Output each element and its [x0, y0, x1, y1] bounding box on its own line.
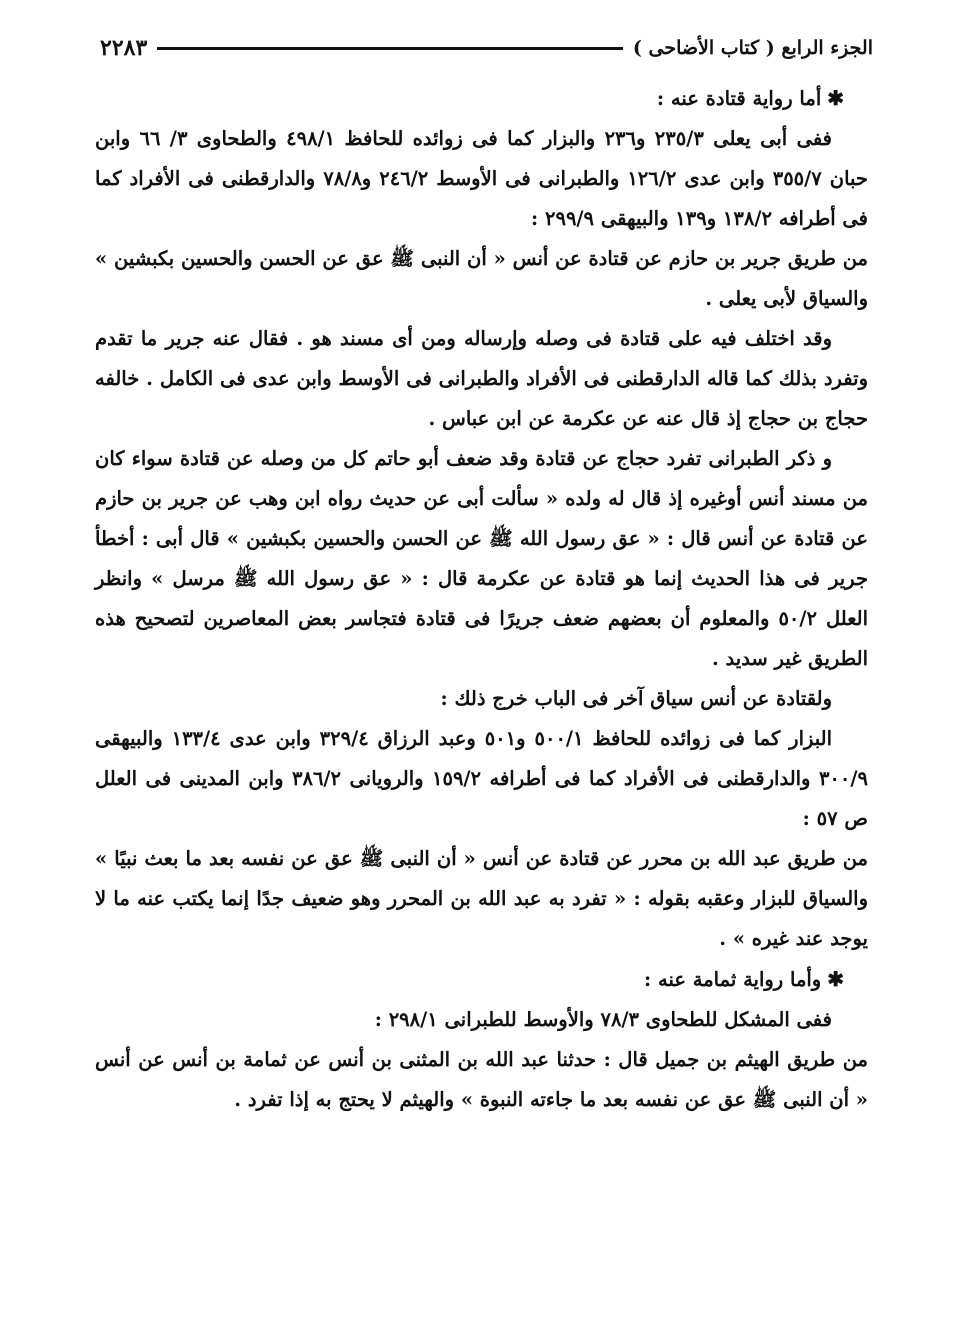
page-body — [95, 78, 868, 1120]
paragraph-qatada-discussion-1: وقد اختلف فيه على قتادة فى وصله وإرساله ومن أى مسند هو . فقال عنه جرير ما تقدم وتفرد بذلك كما قاله الدارقطنى فى الأفراد والطبرانى فى الأوسط وابن عدى فى الكامل . خالفه حجاج بن حجاج إذ قال عنه عن عكرمة عن ابن عباس . — [95, 327, 868, 430]
paragraph-qatada-hadith: من طريق جرير بن حازم عن قتادة عن أنس « أن النبى ﷺ عق عن الحسن والحسين بكبشين » والسياق لأبى يعلى . — [95, 247, 868, 310]
header-rule — [157, 47, 623, 50]
page-number: ٢٢٨٣ — [100, 35, 148, 61]
paragraph-qatada-discussion-2: و ذكر الطبرانى تفرد حجاج عن قتادة وقد ضعف أبو حاتم كل من وصله عن قتادة سواء كان من مسند أنس أوغيره إذ قال له ولده « سألت أبى عن حديث رواه ابن وهب عن جرير بن حازم عن قتادة عن أنس قال : « عق رسول الله ﷺ عن الحسن والحسين بكبشين » قال أبى : أخطأ جرير فى هذا الحديث إنما هو قتادة عن عكرمة قال : « عق رسول الله ﷺ مرسل » وانظر العلل ٥٠/٢ والمعلوم أن بعضهم ضعف جريرًا فى قتادة فتجاسر بعض المعاصرين لتصحيح هذه الطريق غير سديد . — [95, 447, 868, 670]
star-icon: ✱ — [827, 86, 844, 110]
paragraph-another-route-intro: ولقتادة عن أنس سياق آخر فى الباب خرج ذلك : — [440, 687, 832, 710]
section-heading-qatada: ✱أما رواية قتادة عنه : — [95, 78, 868, 119]
paragraph-thumama-sources: ففى المشكل للطحاوى ٧٨/٣ والأوسط للطبرانى ٢٩٨/١ : — [374, 1008, 832, 1031]
paragraph-thumama-hadith: من طريق الهيثم بن جميل قال : حدثنا عبد الله بن المثنى بن أنس عن ثمامة بن أنس عن أنس « أن النبى ﷺ عق عن نفسه بعد ما جاءته النبوة » والهيثم لا يحتج به إذا تفرد . — [95, 1048, 868, 1111]
paragraph-another-route-sources: البزار كما فى زوائده للحافظ ٥٠٠/١ و٥٠١ وعبد الرزاق ٣٢٩/٤ وابن عدى ١٣٣/٤ والبيهقى ٣٠٠/٩ والدارقطنى فى الأفراد كما فى أطرافه ١٥٩/٢ والرويانى ٣٨٦/٢ وابن المدينى فى العلل ص ٥٧ : — [95, 727, 868, 830]
paragraph-another-route-hadith: من طريق عبد الله بن محرر عن قتادة عن أنس « أن النبى ﷺ عق عن نفسه بعد ما بعث نبيًا » والسياق للبزار وعقبه بقوله : « تفرد به عبد الله بن المحرر وهو ضعيف جدًا إنما يكتب عنه ما لا يوجد عند غيره » . — [95, 847, 868, 950]
section-heading-thumama: ✱وأما رواية ثمامة عنه : — [95, 959, 868, 1000]
page-header — [100, 28, 873, 68]
paragraph-qatada-sources: ففى أبى يعلى ٢٣٥/٣ و٢٣٦ والبزار كما فى زوائده للحافظ ٤٩٨/١ والطحاوى ٣/ ٦٦ وابن حبان ٣٥٥/٧ وابن عدى ١٢٦/٢ والطبرانى فى الأوسط ٢٤٦/٢ و٧٨/٨ والدارقطنى فى الأفراد كما فى أطرافه ١٣٨/٢ و١٣٩ والبيهقى ٢٩٩/٩ : — [95, 127, 868, 230]
star-icon: ✱ — [827, 967, 844, 991]
running-title: الجزء الرابع ( كتاب الأضاحى ) — [632, 37, 873, 59]
